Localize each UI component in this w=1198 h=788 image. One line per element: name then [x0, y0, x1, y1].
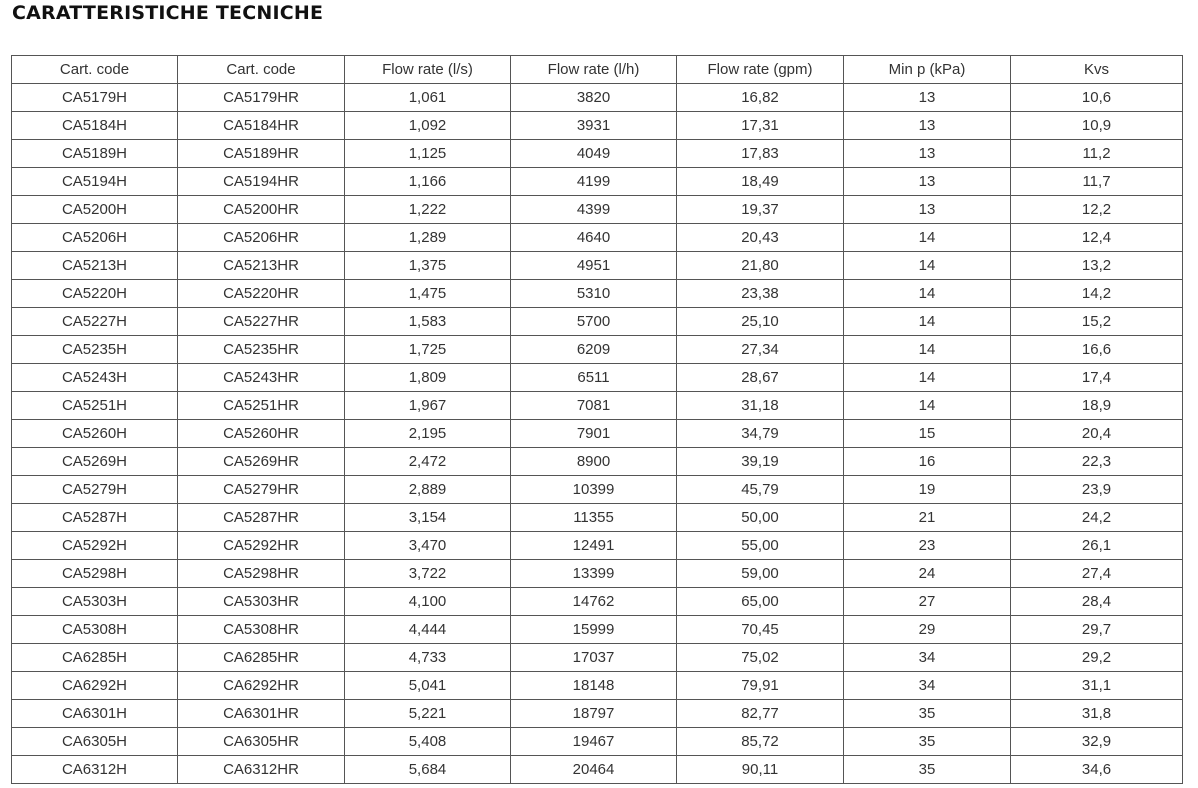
cell-min-pressure: 27 [844, 588, 1011, 616]
cell-kvs: 31,8 [1011, 700, 1183, 728]
table-row [12, 84, 1183, 112]
cell-cart-code: CA5227H [12, 308, 178, 336]
cell-min-pressure: 35 [844, 700, 1011, 728]
table-row [12, 644, 1183, 672]
cell-flow-rate-gpm: 18,49 [677, 168, 844, 196]
cell-flow-rate-gpm: 17,83 [677, 140, 844, 168]
cell-min-pressure: 34 [844, 644, 1011, 672]
cell-flow-rate-ls: 1,061 [345, 84, 511, 112]
cell-flow-rate-ls: 1,092 [345, 112, 511, 140]
table-row [12, 616, 1183, 644]
cell-flow-rate-lh: 20464 [511, 756, 677, 784]
cell-cart-code-r: CA5227HR [178, 308, 345, 336]
cell-cart-code: CA5235H [12, 336, 178, 364]
cell-flow-rate-gpm: 19,37 [677, 196, 844, 224]
header-cart-code: Cart. code [12, 56, 178, 84]
header-flow-rate-lh: Flow rate (l/h) [511, 56, 677, 84]
cell-flow-rate-gpm: 45,79 [677, 476, 844, 504]
cell-cart-code-r: CA6292HR [178, 672, 345, 700]
table-row [12, 672, 1183, 700]
cell-flow-rate-lh: 17037 [511, 644, 677, 672]
cell-flow-rate-gpm: 82,77 [677, 700, 844, 728]
cell-flow-rate-lh: 3931 [511, 112, 677, 140]
cell-cart-code-r: CA5213HR [178, 252, 345, 280]
cell-kvs: 29,7 [1011, 616, 1183, 644]
cell-flow-rate-lh: 13399 [511, 560, 677, 588]
cell-flow-rate-ls: 3,154 [345, 504, 511, 532]
cell-min-pressure: 15 [844, 420, 1011, 448]
cell-kvs: 13,2 [1011, 252, 1183, 280]
cell-min-pressure: 14 [844, 336, 1011, 364]
cell-flow-rate-gpm: 90,11 [677, 756, 844, 784]
table-row [12, 588, 1183, 616]
cell-flow-rate-lh: 7901 [511, 420, 677, 448]
cell-flow-rate-lh: 3820 [511, 84, 677, 112]
cell-flow-rate-lh: 4951 [511, 252, 677, 280]
table-row [12, 280, 1183, 308]
table-row [12, 504, 1183, 532]
cell-kvs: 20,4 [1011, 420, 1183, 448]
table-row [12, 196, 1183, 224]
cell-flow-rate-gpm: 85,72 [677, 728, 844, 756]
cell-flow-rate-ls: 1,166 [345, 168, 511, 196]
cell-cart-code-r: CA5220HR [178, 280, 345, 308]
cell-kvs: 11,2 [1011, 140, 1183, 168]
cell-min-pressure: 13 [844, 84, 1011, 112]
cell-flow-rate-ls: 1,725 [345, 336, 511, 364]
cell-flow-rate-gpm: 34,79 [677, 420, 844, 448]
cell-min-pressure: 21 [844, 504, 1011, 532]
cell-cart-code: CA5220H [12, 280, 178, 308]
cell-cart-code: CA5298H [12, 560, 178, 588]
cell-flow-rate-gpm: 39,19 [677, 448, 844, 476]
cell-flow-rate-gpm: 27,34 [677, 336, 844, 364]
cell-min-pressure: 14 [844, 252, 1011, 280]
cell-kvs: 22,3 [1011, 448, 1183, 476]
table-row [12, 168, 1183, 196]
cell-min-pressure: 14 [844, 392, 1011, 420]
cell-flow-rate-ls: 4,733 [345, 644, 511, 672]
table-row [12, 756, 1183, 784]
header-cart-code-r: Cart. code [178, 56, 345, 84]
cell-flow-rate-ls: 1,583 [345, 308, 511, 336]
cell-flow-rate-lh: 19467 [511, 728, 677, 756]
cell-kvs: 12,4 [1011, 224, 1183, 252]
cell-flow-rate-lh: 11355 [511, 504, 677, 532]
cell-flow-rate-ls: 1,475 [345, 280, 511, 308]
cell-min-pressure: 29 [844, 616, 1011, 644]
cell-kvs: 29,2 [1011, 644, 1183, 672]
header-flow-rate-gpm: Flow rate (gpm) [677, 56, 844, 84]
cell-cart-code-r: CA6285HR [178, 644, 345, 672]
cell-kvs: 27,4 [1011, 560, 1183, 588]
cell-flow-rate-ls: 1,125 [345, 140, 511, 168]
cell-flow-rate-lh: 18797 [511, 700, 677, 728]
cell-flow-rate-gpm: 23,38 [677, 280, 844, 308]
cell-kvs: 31,1 [1011, 672, 1183, 700]
cell-flow-rate-lh: 12491 [511, 532, 677, 560]
cell-flow-rate-gpm: 25,10 [677, 308, 844, 336]
table-row [12, 140, 1183, 168]
cell-flow-rate-ls: 3,722 [345, 560, 511, 588]
table-row [12, 224, 1183, 252]
cell-flow-rate-ls: 5,041 [345, 672, 511, 700]
cell-kvs: 10,9 [1011, 112, 1183, 140]
cell-flow-rate-ls: 2,889 [345, 476, 511, 504]
cell-cart-code: CA5303H [12, 588, 178, 616]
cell-cart-code: CA5179H [12, 84, 178, 112]
cell-cart-code-r: CA6301HR [178, 700, 345, 728]
cell-min-pressure: 24 [844, 560, 1011, 588]
specs-table [11, 55, 1183, 784]
cell-cart-code: CA6305H [12, 728, 178, 756]
cell-flow-rate-lh: 15999 [511, 616, 677, 644]
cell-flow-rate-gpm: 16,82 [677, 84, 844, 112]
cell-cart-code: CA5260H [12, 420, 178, 448]
cell-min-pressure: 23 [844, 532, 1011, 560]
cell-min-pressure: 16 [844, 448, 1011, 476]
cell-flow-rate-gpm: 17,31 [677, 112, 844, 140]
cell-flow-rate-ls: 4,100 [345, 588, 511, 616]
cell-cart-code-r: CA6305HR [178, 728, 345, 756]
cell-min-pressure: 19 [844, 476, 1011, 504]
cell-flow-rate-gpm: 21,80 [677, 252, 844, 280]
cell-cart-code: CA5194H [12, 168, 178, 196]
cell-flow-rate-gpm: 20,43 [677, 224, 844, 252]
cell-cart-code-r: CA5206HR [178, 224, 345, 252]
cell-cart-code: CA5251H [12, 392, 178, 420]
cell-min-pressure: 13 [844, 196, 1011, 224]
cell-min-pressure: 35 [844, 756, 1011, 784]
cell-kvs: 34,6 [1011, 756, 1183, 784]
table-row [12, 308, 1183, 336]
cell-kvs: 14,2 [1011, 280, 1183, 308]
cell-cart-code-r: CA5287HR [178, 504, 345, 532]
cell-flow-rate-gpm: 79,91 [677, 672, 844, 700]
cell-cart-code: CA5213H [12, 252, 178, 280]
cell-cart-code-r: CA6312HR [178, 756, 345, 784]
cell-cart-code: CA5200H [12, 196, 178, 224]
cell-kvs: 15,2 [1011, 308, 1183, 336]
table-row [12, 728, 1183, 756]
cell-flow-rate-lh: 18148 [511, 672, 677, 700]
cell-flow-rate-lh: 5310 [511, 280, 677, 308]
cell-flow-rate-ls: 5,408 [345, 728, 511, 756]
cell-cart-code-r: CA5260HR [178, 420, 345, 448]
cell-flow-rate-lh: 8900 [511, 448, 677, 476]
header-row [12, 56, 1183, 84]
cell-flow-rate-gpm: 59,00 [677, 560, 844, 588]
cell-flow-rate-gpm: 28,67 [677, 364, 844, 392]
cell-min-pressure: 34 [844, 672, 1011, 700]
cell-flow-rate-lh: 6511 [511, 364, 677, 392]
header-flow-rate-ls: Flow rate (l/s) [345, 56, 511, 84]
cell-cart-code-r: CA5298HR [178, 560, 345, 588]
cell-kvs: 16,6 [1011, 336, 1183, 364]
cell-cart-code: CA5308H [12, 616, 178, 644]
cell-kvs: 17,4 [1011, 364, 1183, 392]
cell-min-pressure: 14 [844, 308, 1011, 336]
cell-cart-code: CA5184H [12, 112, 178, 140]
cell-flow-rate-gpm: 75,02 [677, 644, 844, 672]
table-header [12, 56, 1183, 84]
cell-cart-code-r: CA5235HR [178, 336, 345, 364]
cell-flow-rate-ls: 2,195 [345, 420, 511, 448]
cell-flow-rate-ls: 1,967 [345, 392, 511, 420]
cell-flow-rate-gpm: 50,00 [677, 504, 844, 532]
cell-cart-code-r: CA5269HR [178, 448, 345, 476]
cell-flow-rate-lh: 4049 [511, 140, 677, 168]
cell-flow-rate-ls: 5,684 [345, 756, 511, 784]
cell-cart-code: CA5292H [12, 532, 178, 560]
cell-min-pressure: 14 [844, 280, 1011, 308]
cell-flow-rate-gpm: 70,45 [677, 616, 844, 644]
cell-cart-code-r: CA5200HR [178, 196, 345, 224]
cell-cart-code: CA5269H [12, 448, 178, 476]
header-kvs: Kvs [1011, 56, 1183, 84]
cell-cart-code-r: CA5308HR [178, 616, 345, 644]
table-row [12, 560, 1183, 588]
table-row [12, 252, 1183, 280]
cell-cart-code: CA5279H [12, 476, 178, 504]
cell-kvs: 11,7 [1011, 168, 1183, 196]
specs-table-container [11, 55, 1182, 784]
table-row [12, 476, 1183, 504]
header-min-pressure: Min p (kPa) [844, 56, 1011, 84]
table-row [12, 336, 1183, 364]
cell-cart-code-r: CA5292HR [178, 532, 345, 560]
cell-min-pressure: 13 [844, 112, 1011, 140]
cell-min-pressure: 13 [844, 168, 1011, 196]
cell-flow-rate-lh: 10399 [511, 476, 677, 504]
cell-flow-rate-lh: 7081 [511, 392, 677, 420]
cell-cart-code-r: CA5194HR [178, 168, 345, 196]
table-row [12, 700, 1183, 728]
cell-flow-rate-gpm: 65,00 [677, 588, 844, 616]
cell-flow-rate-ls: 3,470 [345, 532, 511, 560]
table-row [12, 364, 1183, 392]
cell-min-pressure: 35 [844, 728, 1011, 756]
cell-flow-rate-lh: 14762 [511, 588, 677, 616]
cell-flow-rate-ls: 1,222 [345, 196, 511, 224]
cell-flow-rate-ls: 5,221 [345, 700, 511, 728]
cell-kvs: 28,4 [1011, 588, 1183, 616]
cell-flow-rate-lh: 5700 [511, 308, 677, 336]
cell-cart-code-r: CA5303HR [178, 588, 345, 616]
cell-flow-rate-ls: 1,289 [345, 224, 511, 252]
cell-flow-rate-ls: 4,444 [345, 616, 511, 644]
table-row [12, 420, 1183, 448]
cell-cart-code-r: CA5251HR [178, 392, 345, 420]
cell-kvs: 12,2 [1011, 196, 1183, 224]
cell-flow-rate-lh: 4640 [511, 224, 677, 252]
cell-flow-rate-ls: 1,809 [345, 364, 511, 392]
cell-kvs: 23,9 [1011, 476, 1183, 504]
cell-cart-code-r: CA5179HR [178, 84, 345, 112]
cell-flow-rate-lh: 4399 [511, 196, 677, 224]
cell-kvs: 10,6 [1011, 84, 1183, 112]
page-title: CARATTERISTICHE TECNICHE [12, 2, 324, 24]
cell-cart-code-r: CA5279HR [178, 476, 345, 504]
cell-cart-code-r: CA5243HR [178, 364, 345, 392]
cell-cart-code: CA6301H [12, 700, 178, 728]
cell-min-pressure: 13 [844, 140, 1011, 168]
table-body [12, 84, 1183, 784]
cell-kvs: 26,1 [1011, 532, 1183, 560]
cell-flow-rate-gpm: 55,00 [677, 532, 844, 560]
cell-cart-code: CA5189H [12, 140, 178, 168]
table-row [12, 392, 1183, 420]
table-row [12, 532, 1183, 560]
cell-kvs: 32,9 [1011, 728, 1183, 756]
cell-flow-rate-lh: 4199 [511, 168, 677, 196]
cell-min-pressure: 14 [844, 364, 1011, 392]
cell-kvs: 24,2 [1011, 504, 1183, 532]
table-row [12, 112, 1183, 140]
cell-cart-code: CA5287H [12, 504, 178, 532]
cell-cart-code-r: CA5184HR [178, 112, 345, 140]
cell-cart-code: CA5206H [12, 224, 178, 252]
cell-flow-rate-lh: 6209 [511, 336, 677, 364]
cell-cart-code: CA6292H [12, 672, 178, 700]
cell-flow-rate-ls: 1,375 [345, 252, 511, 280]
cell-kvs: 18,9 [1011, 392, 1183, 420]
cell-cart-code-r: CA5189HR [178, 140, 345, 168]
cell-cart-code: CA5243H [12, 364, 178, 392]
cell-cart-code: CA6312H [12, 756, 178, 784]
cell-min-pressure: 14 [844, 224, 1011, 252]
cell-flow-rate-gpm: 31,18 [677, 392, 844, 420]
table-row [12, 448, 1183, 476]
cell-cart-code: CA6285H [12, 644, 178, 672]
cell-flow-rate-ls: 2,472 [345, 448, 511, 476]
